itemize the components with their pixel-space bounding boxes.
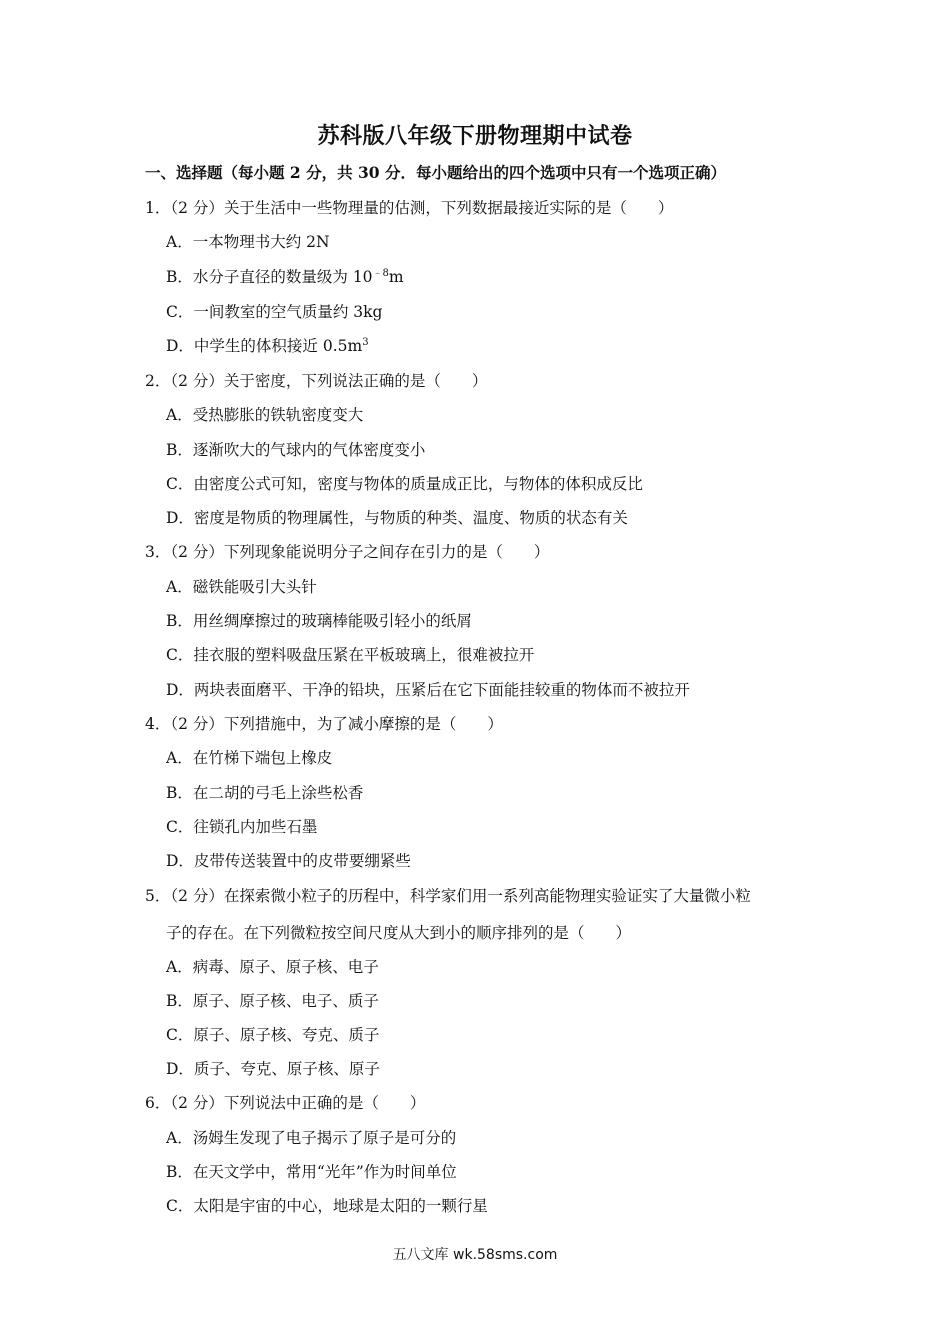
question-2-option-b: B．逐渐吹大的气球内的气体密度变小 [166,441,426,459]
page-footer: 五八文库 wk.58sms.com [392,1247,558,1263]
page-title: 苏科版八年级下册物理期中试卷 [317,123,633,149]
question-3-option-b: B．用丝绸摩擦过的玻璃棒能吸引轻小的纸屑 [166,612,472,630]
question-3-option-d: D．两块表面磨平、干净的铅块，压紧后在它下面能挂较重的物体而不被拉开 [166,681,690,699]
question-5-option-a: A．病毒、原子、原子核、电子 [166,958,379,976]
question-4-option-c: C．往锁孔内加些石墨 [166,818,318,836]
question-4-stem: 4．（2 分）下列措施中，为了减小摩擦的是（ ） [145,715,503,733]
question-3-option-a: A．磁铁能吸引大头针 [166,578,317,596]
question-1-option-c: C．一间教室的空气质量约 3kg [166,303,383,321]
option-text: m [388,268,404,286]
question-1-stem: 1．（2 分）关于生活中一些物理量的估测，下列数据最接近实际的是（ ） [145,199,674,217]
exponent: ﹣8 [372,268,389,279]
question-3-option-c: C．挂衣服的塑料吸盘压紧在平板玻璃上，很难被拉开 [166,646,535,664]
question-1-option-d [166,336,369,356]
section-heading: 一、选择题（每小题 2 分，共 30 分．每小题给出的四个选项中只有一个选项正确） [145,163,726,182]
exponent: 3 [362,337,369,348]
question-5-stem-continued: 子的存在。在下列微粒按空间尺度从大到小的顺序排列的是（ ） [166,924,632,942]
question-6-option-c: C．太阳是宇宙的中心，地球是太阳的一颗行星 [166,1197,488,1215]
option-text: D．中学生的体积接近 0.5m [166,337,363,355]
question-5-stem: 5．（2 分）在探索微小粒子的历程中，科学家们用一系列高能物理实验证实了大量微小粒 [145,887,751,905]
option-text: B．水分子直径的数量级为 10 [166,268,373,286]
question-2-stem: 2．（2 分）关于密度，下列说法正确的是（ ） [145,372,488,390]
question-2-option-c: C．由密度公式可知，密度与物体的质量成正比，与物体的体积成反比 [166,475,643,493]
question-5-option-c: C．原子、原子核、夸克、质子 [166,1026,380,1044]
question-2-option-a: A．受热膨胀的铁轨密度变大 [166,406,364,424]
question-4-option-b: B．在二胡的弓毛上涂些松香 [166,784,364,802]
question-6-option-b: B．在天文学中，常用“光年”作为时间单位 [166,1163,457,1181]
question-1-option-b [166,267,404,287]
question-1-option-a: A．一本物理书大约 2N [166,233,330,251]
question-3-stem: 3．（2 分）下列现象能说明分子之间存在引力的是（ ） [145,543,550,561]
question-4-option-d: D．皮带传送装置中的皮带要绷紧些 [166,852,411,870]
question-5-option-d: D．质子、夸克、原子核、原子 [166,1060,380,1078]
question-6-option-a: A．汤姆生发现了电子揭示了原子是可分的 [166,1129,457,1147]
question-5-option-b: B．原子、原子核、电子、质子 [166,992,379,1010]
question-6-stem: 6．（2 分）下列说法中正确的是（ ） [145,1094,426,1112]
question-4-option-a: A．在竹梯下端包上橡皮 [166,749,333,767]
question-2-option-d: D．密度是物质的物理属性，与物质的种类、温度、物质的状态有关 [166,509,628,527]
